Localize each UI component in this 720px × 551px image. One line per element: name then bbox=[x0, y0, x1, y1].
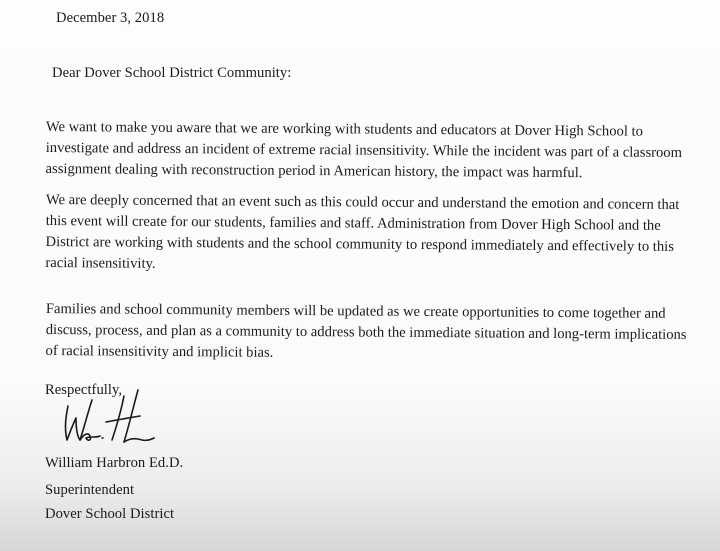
paragraph-3 bbox=[46, 299, 687, 367]
paragraph-1 bbox=[46, 117, 683, 185]
letter-salutation: Dear Dover School District Community: bbox=[52, 65, 292, 81]
handwritten-signature-icon bbox=[40, 382, 160, 452]
paragraph-line: We want to make you aware that we are working with students and educators at Dover High School to bbox=[45, 118, 643, 140]
paragraph-line: assignment dealing with reconstruction period in American history, the impact was harmful. bbox=[45, 160, 583, 182]
paragraph-line: District are working with students and the school community to respond immediately and effectively to this bbox=[45, 233, 674, 255]
paragraph-2 bbox=[45, 190, 679, 279]
letter-date: December 3, 2018 bbox=[56, 10, 165, 26]
paragraph-line: investigate and address an incident of extreme racial insensitivity. While the incident was part of a classroom bbox=[45, 139, 683, 161]
letter-closing: Respectfully, bbox=[45, 382, 123, 398]
paragraph-line: discuss, process, and plan as a community to address both the immediate situation and long-term implications bbox=[45, 321, 687, 344]
signer-organization: Dover School District bbox=[45, 506, 175, 522]
paragraph-line: this event will create for our students, families and staff. Administration from Dover High School and the bbox=[45, 212, 661, 234]
signer-name: William Harbron Ed.D. bbox=[45, 455, 184, 471]
paragraph-line: We are deeply concerned that an event such as this could occur and understand the emotion and concern that bbox=[45, 191, 680, 213]
paragraph-line: of racial insensitivity and implicit bias. bbox=[45, 342, 274, 361]
paragraph-line: racial insensitivity. bbox=[45, 254, 156, 272]
paragraph-line: Families and school community members will be updated as we create opportunities to come together and bbox=[45, 300, 666, 322]
signer-title: Superintendent bbox=[45, 482, 135, 498]
